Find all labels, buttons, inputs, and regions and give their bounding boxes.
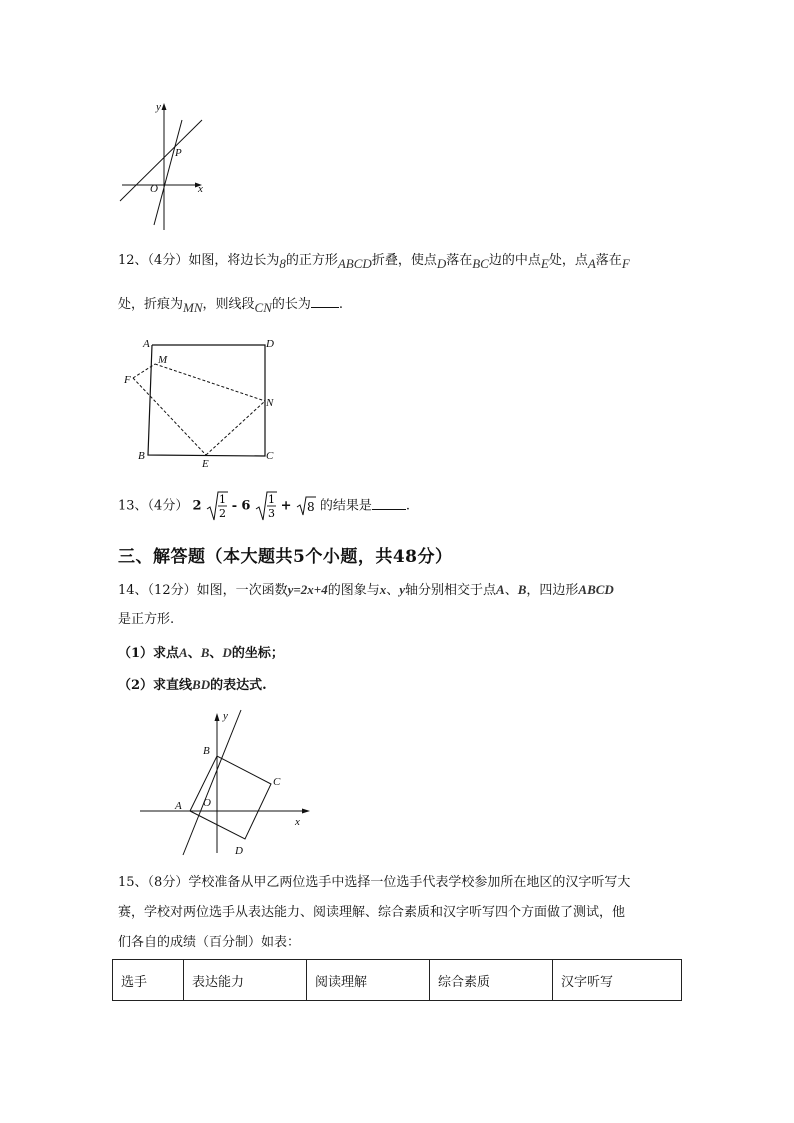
q12-segment-cn: CN bbox=[254, 300, 272, 315]
q12-text-3: 折叠，使点 bbox=[371, 253, 437, 268]
q12-text-8: 处，折痕为 bbox=[118, 297, 184, 312]
q12-text-5: 边的中点 bbox=[488, 253, 541, 268]
table-header-cell: 表达能力 bbox=[184, 960, 307, 1001]
fig14-coordinate-square bbox=[135, 705, 315, 860]
q12-text-4: 落在 bbox=[446, 253, 473, 268]
question-12-number: 12、 bbox=[118, 253, 148, 268]
q12-text-1: 如图，将边长为 bbox=[188, 253, 280, 268]
fig14-y-arrow bbox=[215, 713, 220, 721]
question-14-line-1 bbox=[118, 580, 614, 601]
fig14-label-b: B bbox=[203, 745, 210, 757]
table-header-cell: 汉字听写 bbox=[553, 960, 682, 1001]
q12-point-d: D bbox=[436, 256, 447, 271]
q12-text-2: 的正方形 bbox=[285, 253, 338, 268]
q12-crease: MN bbox=[183, 300, 203, 315]
q12-period: . bbox=[338, 297, 344, 312]
fig14-label-y: y bbox=[223, 710, 228, 722]
fig12-label-d: D bbox=[266, 338, 274, 350]
fig12-folded-square bbox=[118, 333, 288, 473]
q14-text-2: 的图象与 bbox=[327, 583, 380, 598]
fig11-y-arrow bbox=[162, 103, 167, 110]
q13-period: . bbox=[405, 498, 411, 514]
q12-point-e: E bbox=[540, 256, 549, 271]
fig12-label-n: N bbox=[266, 397, 274, 409]
q15-text-1: 学校准备从甲乙两位选手中选择一位选手代表学校参加所在地区的汉字听写大 bbox=[188, 875, 631, 890]
section-title: 三、解答题（本大题共5个小题，共48分） bbox=[118, 547, 453, 567]
q12-text-6: 处，点 bbox=[548, 253, 588, 268]
q13-radical-sign-3 bbox=[296, 495, 316, 517]
fig12-label-c: C bbox=[266, 450, 274, 462]
q14-part2-pre: （2）求直线 bbox=[118, 678, 193, 693]
q13-op-2: + bbox=[280, 498, 292, 514]
question-13-number: 13、 bbox=[118, 498, 148, 514]
q14-quad: ABCD bbox=[578, 582, 614, 597]
q14-part1-pre: （1）求点 bbox=[118, 646, 180, 661]
fig14-label-c: C bbox=[273, 776, 281, 788]
q14-equation: y=2x+4 bbox=[287, 582, 328, 597]
q12-text-9: ，则线段 bbox=[202, 297, 255, 312]
q12-text-7: 落在 bbox=[595, 253, 622, 268]
q13-tail: 的结果是 bbox=[319, 498, 372, 514]
q14-text-1: 如图，一次函数 bbox=[196, 583, 288, 598]
q14-part2-post: 的表达式. bbox=[210, 678, 267, 693]
question-14-part-1 bbox=[118, 643, 284, 664]
question-15-line-2: 赛，学校对两位选手从表达能力、阅读理解、综合素质和汉字听写四个方面做了测试，他 bbox=[118, 905, 626, 920]
q13-numerator-1: 1 bbox=[218, 493, 226, 506]
question-14-part-2 bbox=[118, 675, 267, 696]
q12-square: ABCD bbox=[337, 256, 372, 271]
fig12-label-a: A bbox=[143, 338, 150, 350]
fig11-y-label: y bbox=[156, 101, 161, 113]
q14-part1-sep1: 、 bbox=[187, 646, 201, 661]
q14-part2-bd: BD bbox=[192, 677, 211, 692]
q13-coef-2: 6 bbox=[241, 498, 251, 514]
question-15-line-3: 们各自的成绩（百分制）如表： bbox=[118, 935, 301, 950]
q13-radical-2 bbox=[255, 490, 277, 522]
fig12-label-b: B bbox=[138, 450, 145, 462]
fig12-fold-fe bbox=[133, 378, 206, 455]
q12-edge-bc: BC bbox=[472, 256, 489, 271]
q14-part1-post: 的坐标； bbox=[231, 646, 284, 661]
q13-numerator-2: 1 bbox=[267, 493, 275, 506]
q14-part1-a: A bbox=[179, 645, 188, 660]
q13-op-1: - bbox=[231, 498, 238, 514]
q13-answer-blank bbox=[372, 495, 406, 510]
q14-var-y: y bbox=[399, 582, 406, 597]
q14-var-x: x bbox=[379, 582, 387, 597]
question-12-line-2 bbox=[118, 293, 343, 315]
q12-point-a: A bbox=[587, 256, 596, 271]
score-table bbox=[112, 959, 682, 1001]
question-15-line-1 bbox=[118, 873, 630, 893]
table-header-row bbox=[113, 960, 682, 1001]
question-14-line-2: 是正方形. bbox=[118, 612, 175, 627]
q13-radical-3 bbox=[296, 491, 316, 521]
fig14-label-x: x bbox=[295, 816, 300, 828]
q13-radical-1 bbox=[206, 490, 228, 522]
q14-part1-sep2: 、 bbox=[209, 646, 223, 661]
q14-text-4: ，四边形 bbox=[526, 583, 579, 598]
question-15-score: （8分） bbox=[147, 875, 189, 890]
fig12-label-e: E bbox=[202, 458, 209, 470]
fig11-origin-label: O bbox=[150, 183, 158, 195]
q14-sep-1: 、 bbox=[386, 583, 400, 598]
table-header-cell: 选手 bbox=[113, 960, 184, 1001]
q13-radical-sign-1 bbox=[206, 490, 228, 522]
q13-denominator-1: 2 bbox=[218, 507, 226, 520]
q14-part1-d: D bbox=[222, 645, 232, 660]
q12-side: 8 bbox=[279, 256, 286, 271]
fig12-fold-en bbox=[206, 401, 265, 455]
q12-point-f: F bbox=[621, 256, 630, 271]
fig12-label-m: M bbox=[158, 354, 168, 366]
q14-text-3: 轴分别相交于点 bbox=[405, 583, 497, 598]
question-14-number: 14、 bbox=[118, 583, 148, 598]
fig11-graph bbox=[112, 98, 212, 233]
question-12-score: （4分） bbox=[147, 253, 189, 268]
table-header-cell: 综合素质 bbox=[430, 960, 553, 1001]
q13-denominator-2: 3 bbox=[267, 507, 275, 520]
fig14-label-o: O bbox=[203, 797, 211, 809]
q14-point-b: B bbox=[517, 582, 527, 597]
fig12-crease-mn bbox=[155, 364, 265, 401]
question-14-score: （12分） bbox=[147, 583, 197, 598]
fig14-x-arrow bbox=[302, 809, 310, 814]
fig12-label-f: F bbox=[124, 374, 131, 386]
q14-sep-2: 、 bbox=[504, 583, 518, 598]
question-12-line-1 bbox=[118, 250, 630, 271]
question-15-number: 15、 bbox=[118, 875, 148, 890]
question-13-score: （4分） bbox=[147, 498, 189, 514]
q12-text-10: 的长为 bbox=[271, 297, 311, 312]
fig14-label-d: D bbox=[235, 845, 243, 857]
q14-part1-b: B bbox=[200, 645, 210, 660]
fig11-line-2 bbox=[154, 120, 182, 225]
question-13 bbox=[118, 490, 410, 520]
fig12-fold-fm bbox=[133, 364, 155, 378]
q13-radical-sign-2 bbox=[255, 490, 277, 522]
q14-point-a: A bbox=[496, 582, 505, 597]
fig14-label-a: A bbox=[175, 800, 182, 812]
q12-answer-blank bbox=[311, 293, 339, 308]
fig14-line-ab bbox=[183, 710, 241, 855]
fig11-point-p-label: P bbox=[175, 147, 182, 159]
q13-radicand-3: 8 bbox=[306, 499, 315, 514]
table-header-cell: 阅读理解 bbox=[307, 960, 430, 1001]
fig11-x-label: x bbox=[198, 183, 203, 195]
fig11-line-1 bbox=[120, 120, 202, 201]
q13-coef-1: 2 bbox=[192, 498, 202, 514]
